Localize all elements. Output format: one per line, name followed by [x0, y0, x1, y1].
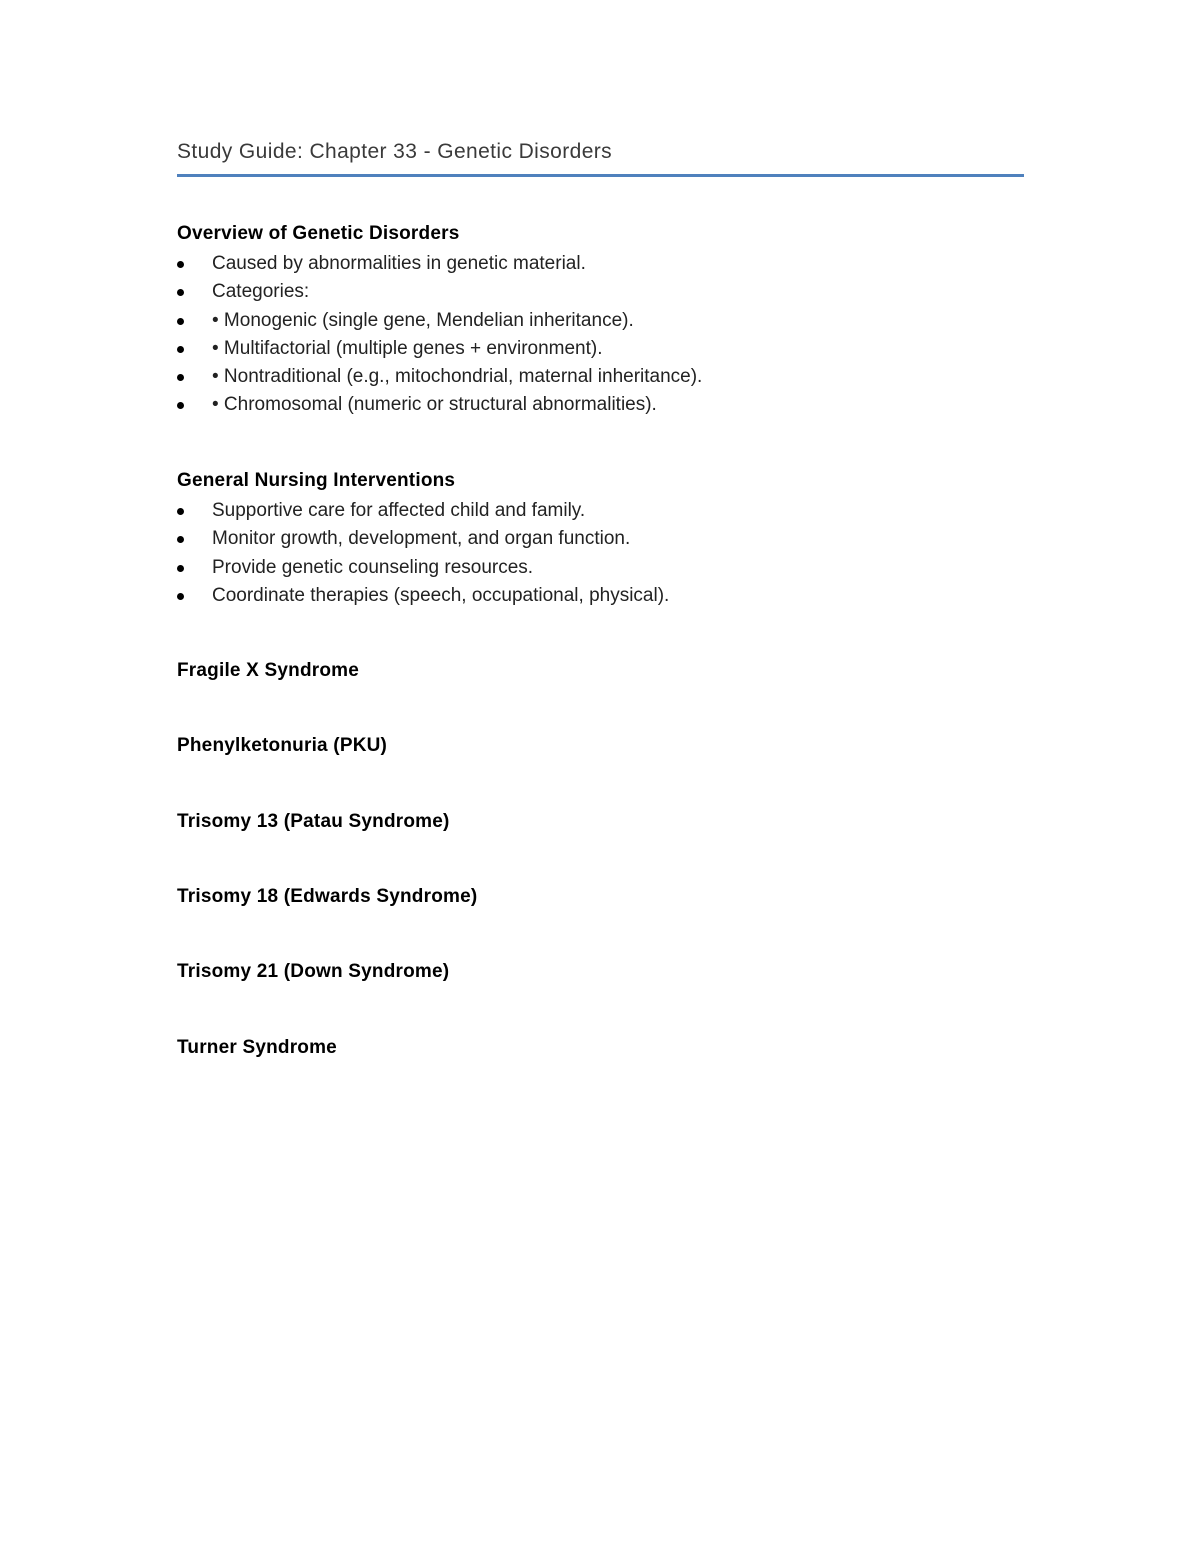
bullet-icon: [177, 508, 184, 515]
bullet-icon: [177, 593, 184, 600]
bullet-icon: [177, 346, 184, 353]
bullet-icon: [177, 261, 184, 268]
section-heading-trisomy-21: Trisomy 21 (Down Syndrome): [177, 961, 450, 982]
section-heading-nursing-interventions: General Nursing Interventions: [177, 470, 456, 491]
section-heading-trisomy-13: Trisomy 13 (Patau Syndrome): [177, 811, 450, 832]
bullet-icon: [177, 289, 184, 296]
section-heading-turner-syndrome: Turner Syndrome: [177, 1037, 337, 1058]
bullet-icon: [177, 565, 184, 572]
section-heading-fragile-x: Fragile X Syndrome: [177, 660, 360, 681]
bullet-icon: [177, 374, 184, 381]
section-heading-trisomy-18: Trisomy 18 (Edwards Syndrome): [177, 886, 478, 907]
section-heading-overview: Overview of Genetic Disorders: [177, 223, 460, 244]
document-page: Study Guide: Chapter 33 - Genetic Disorders Overview of Genetic Disorders Caused by abnormalities in genetic material. Categories: • Monogenic (single gene, Mendelian inheritance). • Multifactorial (multiple genes + environment). • Nontraditional (e.g., mitochondrial, maternal inheritance). • Chromosomal (numeric or structural abnormalities). General Nursing Interventions Supportive care for affected child and family. Monitor growth, development, and organ function. Provide genetic counseling resources. Coordinate therapies (speech, occupational, physical). Fragile X Syndrome Phenylketonuria (PKU) Trisomy 13 (Patau Syndrome) Trisomy 18 (Edwards Syndrome) Trisomy 21 (Down Syndrome) Turner Syndrome: [0, 0, 1200, 1553]
bullet-icon: [177, 536, 184, 543]
bullet-icon: [177, 318, 184, 325]
section-heading-pku: Phenylketonuria (PKU): [177, 735, 388, 756]
bullet-icon: [177, 402, 184, 409]
title-underline-rule: [177, 174, 1024, 177]
document-title: Study Guide: Chapter 33 - Genetic Disorders: [177, 140, 613, 163]
